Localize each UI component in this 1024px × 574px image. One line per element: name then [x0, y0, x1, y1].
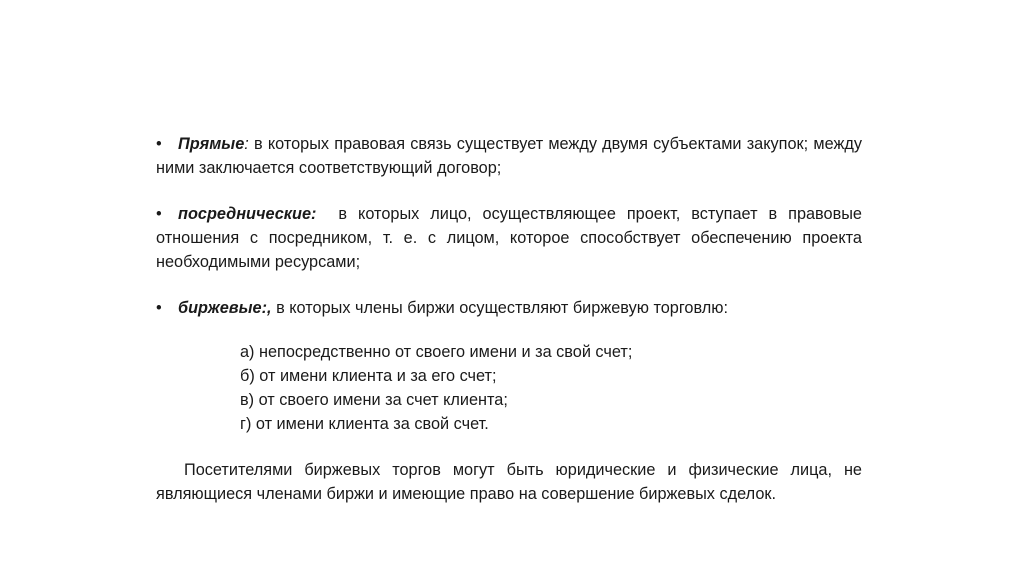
bullet-term: посреднические:: [178, 205, 317, 223]
bullet-text: в которых члены биржи осуществляют биржевую торговлю:: [271, 299, 728, 317]
bullet-text: в которых лицо, осуществляющее проект, вступает в правовые отношения с посредником, т. е. с лицом, которое способствует обеспечению проекта необходимыми ресурсами;: [156, 205, 867, 271]
sublist-item-d: г) от имени клиента за свой счет.: [240, 415, 489, 433]
bullet-exchange: [156, 296, 862, 320]
spacer: [156, 274, 862, 296]
sublist-item-c: в) от своего имени за счет клиента;: [240, 391, 508, 409]
spacer: [156, 320, 862, 340]
sublist-item-a: а) непосредственно от своего имени и за свой счет;: [240, 343, 633, 361]
bullet-term: Прямые: [178, 135, 245, 153]
sublist-item-b: б) от имени клиента и за его счет;: [240, 367, 497, 385]
bullet-marker: •: [156, 135, 162, 153]
slide-content: [156, 132, 867, 506]
bullet-intermediary: [156, 202, 867, 274]
bullet-marker: •: [156, 205, 162, 223]
bullet-term-suffix: ,: [267, 299, 272, 317]
closing-paragraph: Посетителями биржевых торгов могут быть юридические и физические лица, не являющиеся членами биржи и имеющие право на совершение биржевых сделок.: [156, 461, 862, 503]
bullet-direct: [156, 132, 862, 180]
bullet-term-suffix: :: [244, 135, 249, 153]
bullet-text: в которых правовая связь существует между двумя субъектами закупок; между ними заключается соответствующий договор;: [156, 135, 862, 177]
spacer: [156, 436, 862, 458]
bullet-marker: •: [156, 299, 162, 317]
bullet-term: биржевые:: [178, 299, 268, 317]
exchange-sublist: [156, 340, 862, 436]
spacer: [156, 180, 862, 202]
